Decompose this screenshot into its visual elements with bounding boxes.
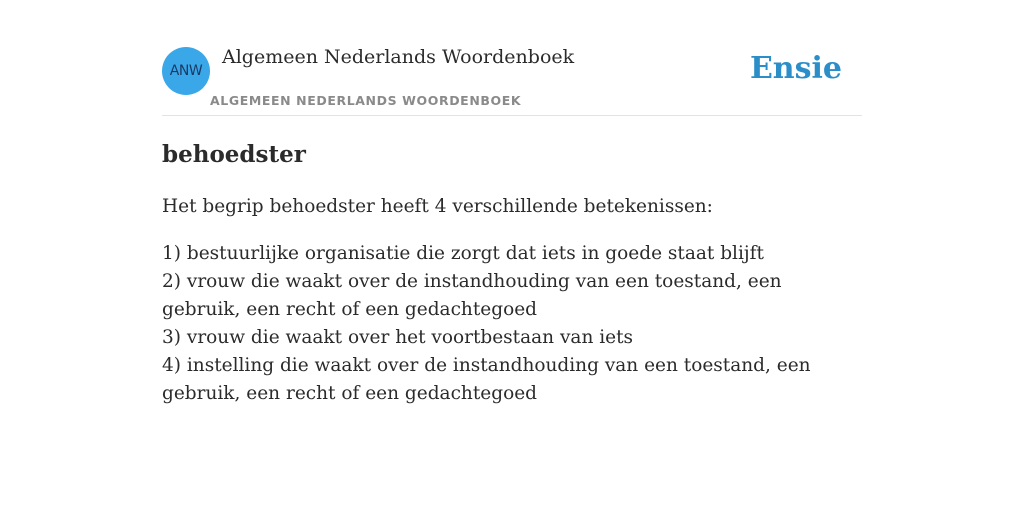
entry-content	[162, 139, 862, 408]
meaning-item: 1) bestuurlijke organisatie die zorgt dat iets in goede staat blijft	[162, 243, 764, 264]
source-logo[interactable]	[162, 47, 210, 95]
logo-text: ANW	[169, 63, 203, 79]
entry-intro: Het begrip behoedster heeft 4 verschillende betekenissen:	[162, 196, 713, 217]
source-subtitle: ALGEMEEN NEDERLANDS WOORDENBOEK	[210, 93, 522, 108]
meanings-list	[162, 240, 862, 408]
source-header	[162, 45, 862, 116]
meaning-item: 3) vrouw die waakt over het voortbestaan van iets	[162, 327, 634, 348]
meaning-item: 2) vrouw die waakt over de instandhouding van een toestand, een gebruik, een recht of een gedachtegoed	[162, 271, 782, 320]
brand-logo-link[interactable]: Ensie	[749, 51, 842, 86]
entry-word: behoedster	[162, 141, 306, 168]
source-title-link[interactable]: Algemeen Nederlands Woordenboek	[222, 46, 575, 68]
meaning-item: 4) instelling die waakt over de instandhouding van een toestand, een gebruik, een recht of een gedachtegoed	[162, 355, 811, 404]
